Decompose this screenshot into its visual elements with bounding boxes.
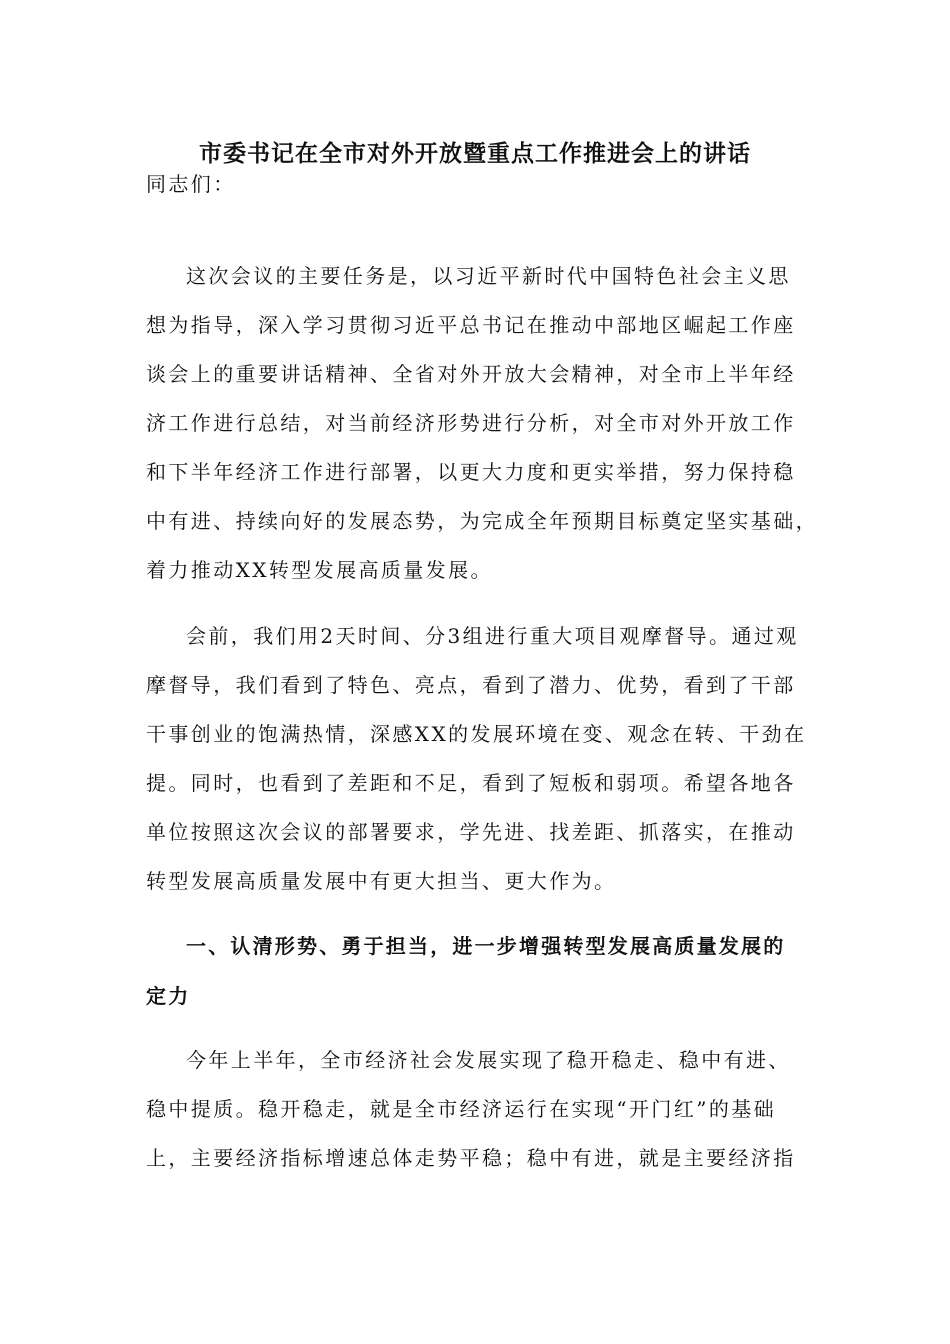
paragraph-3-line: 稳中提质。稳开稳走，就是全市经济运行在实现“开门红”的基础 — [146, 1097, 777, 1121]
paragraph-3-line: 上，主要经济指标增速总体走势平稳；稳中有进，就是主要经济指 — [146, 1146, 796, 1170]
paragraph-1-line: 济工作进行总结，对当前经济形势进行分析，对全市对外开放工作 — [146, 411, 796, 435]
paragraph-2-line: 单位按照这次会议的部署要求，学先进、找差距、抓落实，在推动 — [146, 820, 796, 844]
paragraph-1-line: 这次会议的主要任务是，以习近平新时代中国特色社会主义思 — [186, 264, 791, 288]
document-title: 市委书记在全市对外开放暨重点工作推进会上的讲话 — [199, 141, 751, 167]
salutation: 同志们： — [146, 172, 236, 196]
paragraph-3-line: 今年上半年，全市经济社会发展实现了稳开稳走、稳中有进、 — [186, 1048, 791, 1072]
paragraph-1-line: 和下半年经济工作进行部署，以更大力度和更实举措，努力保持稳 — [146, 460, 796, 484]
paragraph-1-line: 谈会上的重要讲话精神、全省对外开放大会精神，对全市上半年经 — [146, 362, 796, 386]
paragraph-2-line: 提。同时，也看到了差距和不足，看到了短板和弱项。希望各地各 — [146, 771, 796, 795]
paragraph-2-line: 转型发展高质量发展中有更大担当、更大作为。 — [146, 869, 617, 893]
paragraph-1-line: 中有进、持续向好的发展态势，为完成全年预期目标奠定坚实基础， — [146, 509, 818, 533]
paragraph-2-line: 会前，我们用2天时间、分3组进行重大项目观摩督导。通过观 — [186, 624, 799, 648]
paragraph-2-line: 摩督导，我们看到了特色、亮点，看到了潜力、优势，看到了干部 — [146, 673, 796, 697]
paragraph-1-line: 想为指导，深入学习贯彻习近平总书记在推动中部地区崛起工作座 — [146, 313, 796, 337]
section-heading-line: 一、认清形势、勇于担当，进一步增强转型发展高质量发展的 — [186, 934, 786, 958]
paragraph-1-line: 着力推动XX转型发展高质量发展。 — [146, 558, 493, 582]
paragraph-2-line: 干事创业的饱满热情，深感XX的发展环境在变、观念在转、干劲在 — [146, 722, 807, 746]
section-heading-line: 定力 — [146, 984, 191, 1008]
